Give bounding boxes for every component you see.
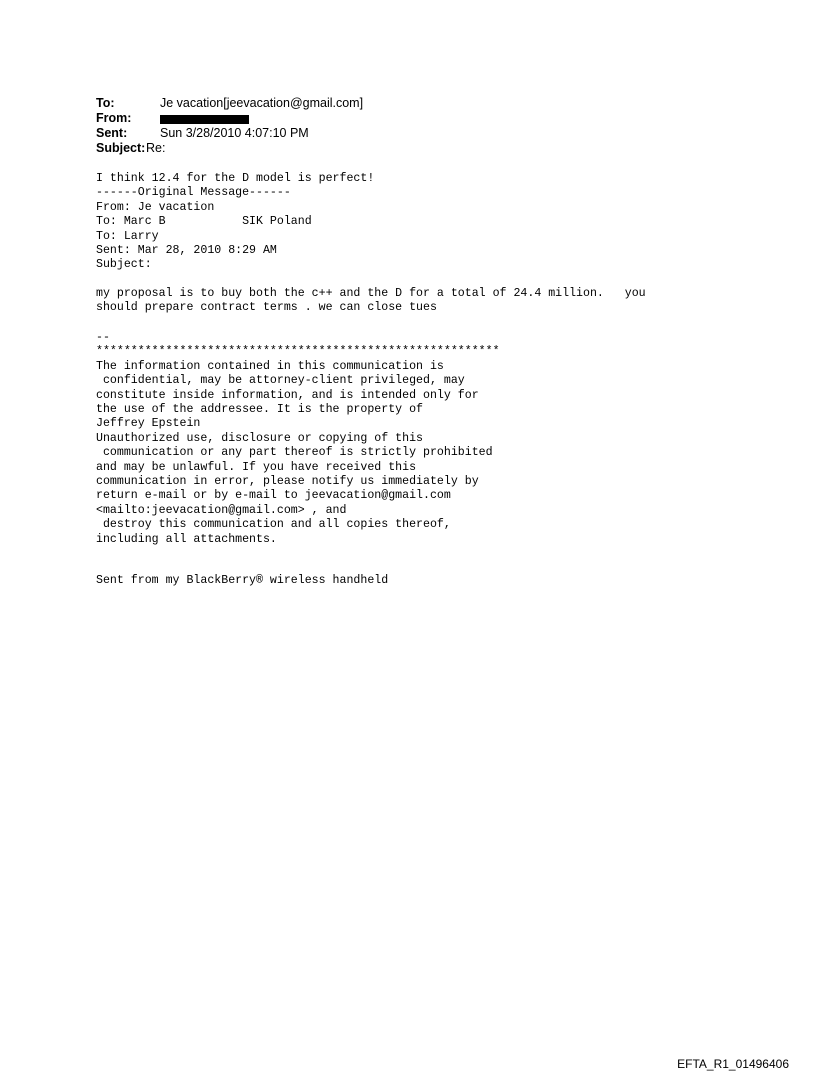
email-header [96,96,363,156]
disclaimer-line: confidential, may be attorney-client privileged, may [96,374,465,388]
reply-line: To: Marc B SIK Poland [96,215,312,229]
sent-row [96,126,363,141]
disclaimer-line: including all attachments. [96,532,277,546]
reply-line: From: Je vacation [96,200,215,214]
proposal-line: should prepare contract terms . we can close tues [96,301,437,315]
disclaimer-line: and may be unlawful. If you have received this [96,460,417,474]
sent-label: Sent: [96,126,128,140]
from-label: From: [96,111,132,125]
disclaimer-line: Jeffrey Epstein [96,417,201,431]
subject-label: Subject: [96,141,146,155]
subject-value: Re: [146,141,166,155]
disclaimer-line: The information contained in this communication is [96,359,444,373]
reply-block [96,172,374,273]
sent-value: Sun 3/28/2010 4:07:10 PM [160,126,309,140]
disclaimer-line: ********************************************************** [96,345,500,359]
to-label: To: [96,96,115,110]
reply-line: Sent: Mar 28, 2010 8:29 AM [96,244,277,258]
to-value: Je vacation[jeevacation@gmail.com] [160,96,364,110]
disclaimer-line: constitute inside information, and is intended only for [96,388,479,402]
document-id: EFTA_R1_01496406 [677,1057,789,1071]
proposal-block [96,287,646,316]
to-row [96,96,363,111]
disclaimer-line: destroy this communication and all copies thereof, [96,518,451,532]
disclaimer-line: <mailto:jeevacation@gmail.com> , and [96,503,347,517]
reply-line: ------Original Message------ [96,186,291,200]
redacted-sender [160,115,249,124]
disclaimer-line: Unauthorized use, disclosure or copying of this [96,431,423,445]
signature-line: Sent from my BlackBerry® wireless handheld [96,574,389,587]
disclaimer-line: return e-mail or by e-mail to jeevacation@gmail.com [96,489,451,503]
disclaimer-line: the use of the addressee. It is the property of [96,403,423,417]
reply-line: Subject: [96,258,152,272]
reply-line: I think 12.4 for the D model is perfect! [96,172,375,185]
proposal-line: my proposal is to buy both the c++ and the D for a total of 24.4 million. you [96,287,646,300]
disclaimer-line: communication or any part thereof is strictly prohibited [96,446,493,460]
disclaimer-block [96,331,500,547]
disclaimer-line: -- [96,331,110,344]
reply-line: To: Larry [96,229,159,243]
from-row [96,111,363,126]
disclaimer-line: communication in error, please notify us immediately by [96,475,479,489]
subject-row [96,141,363,156]
